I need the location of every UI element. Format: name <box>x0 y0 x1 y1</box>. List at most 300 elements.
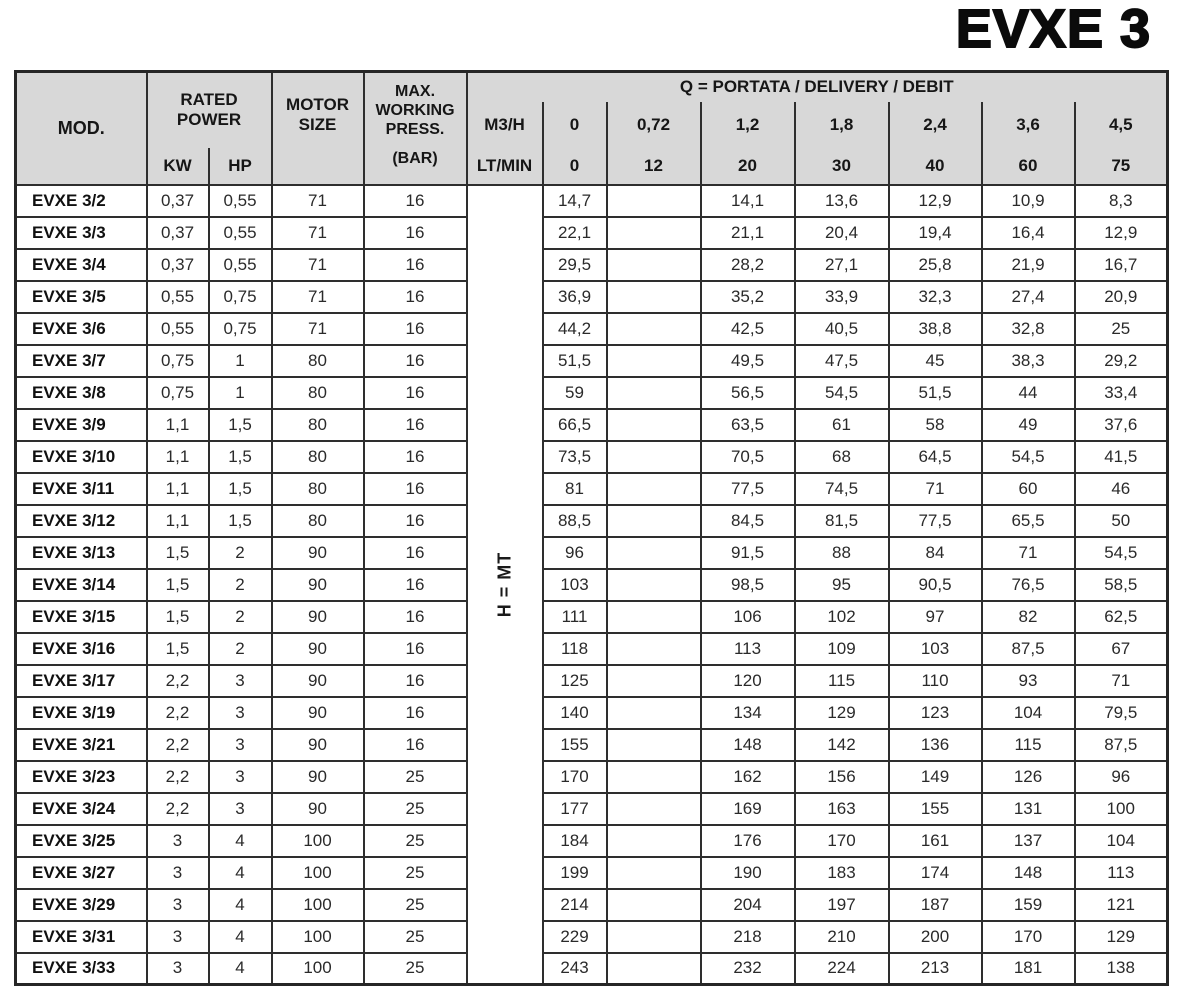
motor-size-cell: 90 <box>272 633 364 665</box>
head-value-cell: 170 <box>543 761 607 793</box>
kw-cell: 0,55 <box>147 281 209 313</box>
head-value-cell: 32,8 <box>982 313 1075 345</box>
head-value-cell: 161 <box>889 825 982 857</box>
motor-size-line2: SIZE <box>298 115 337 134</box>
max-press-cell: 25 <box>364 761 467 793</box>
head-value-cell: 214 <box>543 889 607 921</box>
head-value-cell: 155 <box>543 729 607 761</box>
head-value-cell: 41,5 <box>1075 441 1168 473</box>
head-value-cell: 20,9 <box>1075 281 1168 313</box>
kw-cell: 0,55 <box>147 313 209 345</box>
head-value-cell: 138 <box>1075 953 1168 985</box>
head-value-cell: 200 <box>889 921 982 953</box>
ltmin-label: LT/MIN <box>467 148 543 185</box>
head-value-cell: 169 <box>701 793 795 825</box>
col-header-mod: MOD. <box>16 72 147 185</box>
head-value-cell: 81 <box>543 473 607 505</box>
head-value-cell: 13,6 <box>795 185 889 217</box>
model-cell: EVXE 3/13 <box>16 537 147 569</box>
head-value-cell: 140 <box>543 697 607 729</box>
kw-cell: 1,5 <box>147 537 209 569</box>
head-value-cell: 155 <box>889 793 982 825</box>
head-value-cell: 176 <box>701 825 795 857</box>
head-value-cell: 37,6 <box>1075 409 1168 441</box>
motor-size-cell: 80 <box>272 505 364 537</box>
table-row <box>16 857 1168 889</box>
max-press-line1: MAX. <box>395 83 436 100</box>
head-value-cell: 49 <box>982 409 1075 441</box>
head-value-cell: 183 <box>795 857 889 889</box>
head-value-cell: 71 <box>982 537 1075 569</box>
head-value-cell <box>607 729 701 761</box>
head-value-cell: 71 <box>1075 665 1168 697</box>
max-press-cell: 16 <box>364 377 467 409</box>
hp-cell: 1,5 <box>209 409 272 441</box>
head-value-cell <box>607 697 701 729</box>
table-row <box>16 377 1168 409</box>
col-header-rated-power <box>147 72 272 148</box>
kw-cell: 1,5 <box>147 601 209 633</box>
head-value-cell: 67 <box>1075 633 1168 665</box>
table-row <box>16 665 1168 697</box>
motor-size-cell: 80 <box>272 345 364 377</box>
head-value-cell: 197 <box>795 889 889 921</box>
head-value-cell: 54,5 <box>1075 537 1168 569</box>
max-press-cell: 16 <box>364 185 467 217</box>
m3h-value-2: 1,2 <box>701 102 795 148</box>
head-value-cell: 40,5 <box>795 313 889 345</box>
ltmin-value-3: 30 <box>795 148 889 185</box>
kw-cell: 0,75 <box>147 377 209 409</box>
head-value-cell: 131 <box>982 793 1075 825</box>
head-value-cell: 190 <box>701 857 795 889</box>
table-row <box>16 825 1168 857</box>
head-value-cell: 21,1 <box>701 217 795 249</box>
head-value-cell: 16,7 <box>1075 249 1168 281</box>
head-value-cell: 121 <box>1075 889 1168 921</box>
head-value-cell: 76,5 <box>982 569 1075 601</box>
model-cell: EVXE 3/27 <box>16 857 147 889</box>
motor-size-cell: 71 <box>272 217 364 249</box>
model-cell: EVXE 3/24 <box>16 793 147 825</box>
hp-cell: 2 <box>209 633 272 665</box>
head-value-cell: 120 <box>701 665 795 697</box>
model-cell: EVXE 3/14 <box>16 569 147 601</box>
table-header <box>16 72 1168 185</box>
head-value-cell <box>607 857 701 889</box>
model-cell: EVXE 3/19 <box>16 697 147 729</box>
model-cell: EVXE 3/10 <box>16 441 147 473</box>
motor-size-cell: 71 <box>272 249 364 281</box>
m3h-label: M3/H <box>467 102 543 148</box>
head-value-cell <box>607 665 701 697</box>
head-value-cell: 8,3 <box>1075 185 1168 217</box>
hp-cell: 1,5 <box>209 473 272 505</box>
model-cell: EVXE 3/8 <box>16 377 147 409</box>
head-value-cell: 187 <box>889 889 982 921</box>
head-value-cell: 25 <box>1075 313 1168 345</box>
motor-size-cell: 90 <box>272 793 364 825</box>
head-value-cell: 63,5 <box>701 409 795 441</box>
head-value-cell: 115 <box>795 665 889 697</box>
table-row <box>16 537 1168 569</box>
head-value-cell: 213 <box>889 953 982 985</box>
h-mt-cell <box>467 185 543 985</box>
motor-size-line1: MOTOR <box>286 95 349 114</box>
max-press-cell: 25 <box>364 889 467 921</box>
max-press-cell: 16 <box>364 729 467 761</box>
table-row <box>16 217 1168 249</box>
table-row <box>16 249 1168 281</box>
head-value-cell: 21,9 <box>982 249 1075 281</box>
hp-cell: 2 <box>209 537 272 569</box>
head-value-cell: 33,4 <box>1075 377 1168 409</box>
max-press-cell: 25 <box>364 921 467 953</box>
head-value-cell: 134 <box>701 697 795 729</box>
motor-size-cell: 90 <box>272 729 364 761</box>
table-row <box>16 697 1168 729</box>
max-press-cell: 16 <box>364 345 467 377</box>
hp-cell: 1 <box>209 377 272 409</box>
kw-cell: 2,2 <box>147 761 209 793</box>
head-value-cell: 113 <box>1075 857 1168 889</box>
head-value-cell: 104 <box>982 697 1075 729</box>
head-value-cell <box>607 889 701 921</box>
head-value-cell: 20,4 <box>795 217 889 249</box>
head-value-cell: 58 <box>889 409 982 441</box>
head-value-cell: 42,5 <box>701 313 795 345</box>
table-row <box>16 633 1168 665</box>
head-value-cell <box>607 921 701 953</box>
head-value-cell: 14,7 <box>543 185 607 217</box>
head-value-cell: 103 <box>543 569 607 601</box>
head-value-cell <box>607 953 701 985</box>
max-press-cell: 16 <box>364 441 467 473</box>
head-value-cell: 70,5 <box>701 441 795 473</box>
head-value-cell: 12,9 <box>889 185 982 217</box>
head-value-cell: 32,3 <box>889 281 982 313</box>
table-row <box>16 793 1168 825</box>
head-value-cell: 54,5 <box>982 441 1075 473</box>
motor-size-cell: 100 <box>272 953 364 985</box>
head-value-cell <box>607 793 701 825</box>
kw-cell: 1,5 <box>147 569 209 601</box>
head-value-cell: 71 <box>889 473 982 505</box>
ltmin-value-1: 12 <box>607 148 701 185</box>
head-value-cell <box>607 313 701 345</box>
head-value-cell <box>607 473 701 505</box>
head-value-cell: 137 <box>982 825 1075 857</box>
head-value-cell: 47,5 <box>795 345 889 377</box>
model-cell: EVXE 3/12 <box>16 505 147 537</box>
head-value-cell: 184 <box>543 825 607 857</box>
head-value-cell: 88,5 <box>543 505 607 537</box>
head-value-cell: 229 <box>543 921 607 953</box>
head-value-cell: 60 <box>982 473 1075 505</box>
head-value-cell: 118 <box>543 633 607 665</box>
table-row <box>16 505 1168 537</box>
head-value-cell: 100 <box>1075 793 1168 825</box>
table-row <box>16 953 1168 985</box>
head-value-cell: 102 <box>795 601 889 633</box>
max-press-cell: 16 <box>364 505 467 537</box>
head-value-cell: 159 <box>982 889 1075 921</box>
head-value-cell: 51,5 <box>889 377 982 409</box>
head-value-cell <box>607 409 701 441</box>
head-value-cell: 170 <box>795 825 889 857</box>
head-value-cell: 95 <box>795 569 889 601</box>
head-value-cell <box>607 569 701 601</box>
kw-cell: 0,37 <box>147 185 209 217</box>
head-value-cell: 87,5 <box>1075 729 1168 761</box>
ltmin-value-2: 20 <box>701 148 795 185</box>
max-press-cell: 16 <box>364 601 467 633</box>
max-press-cell: 16 <box>364 409 467 441</box>
max-press-cell: 25 <box>364 953 467 985</box>
ltmin-value-6: 75 <box>1075 148 1168 185</box>
head-value-cell: 163 <box>795 793 889 825</box>
head-value-cell: 12,9 <box>1075 217 1168 249</box>
max-press-cell: 25 <box>364 793 467 825</box>
table-row <box>16 185 1168 217</box>
hp-cell: 4 <box>209 889 272 921</box>
head-value-cell: 204 <box>701 889 795 921</box>
hp-cell: 0,75 <box>209 281 272 313</box>
head-value-cell: 27,1 <box>795 249 889 281</box>
kw-cell: 1,1 <box>147 409 209 441</box>
kw-cell: 3 <box>147 825 209 857</box>
model-cell: EVXE 3/16 <box>16 633 147 665</box>
m3h-value-3: 1,8 <box>795 102 889 148</box>
max-press-cell: 16 <box>364 217 467 249</box>
head-value-cell: 77,5 <box>889 505 982 537</box>
head-value-cell: 210 <box>795 921 889 953</box>
head-value-cell: 199 <box>543 857 607 889</box>
hp-cell: 4 <box>209 825 272 857</box>
head-value-cell <box>607 825 701 857</box>
max-press-unit: (BAR) <box>392 150 438 167</box>
head-value-cell: 64,5 <box>889 441 982 473</box>
head-value-cell: 84,5 <box>701 505 795 537</box>
head-value-cell: 232 <box>701 953 795 985</box>
head-value-cell <box>607 761 701 793</box>
kw-cell: 0,37 <box>147 249 209 281</box>
hp-cell: 0,55 <box>209 249 272 281</box>
table-body <box>16 185 1168 985</box>
head-value-cell: 49,5 <box>701 345 795 377</box>
head-value-cell <box>607 281 701 313</box>
head-value-cell: 51,5 <box>543 345 607 377</box>
max-press-cell: 25 <box>364 857 467 889</box>
head-value-cell: 61 <box>795 409 889 441</box>
head-value-cell: 45 <box>889 345 982 377</box>
max-press-line3: PRESS. <box>385 121 445 138</box>
model-cell: EVXE 3/15 <box>16 601 147 633</box>
model-cell: EVXE 3/7 <box>16 345 147 377</box>
pump-spec-table <box>14 70 1169 986</box>
model-cell: EVXE 3/4 <box>16 249 147 281</box>
hp-cell: 2 <box>209 569 272 601</box>
head-value-cell: 28,2 <box>701 249 795 281</box>
head-value-cell: 16,4 <box>982 217 1075 249</box>
col-header-motor-size <box>272 72 364 185</box>
head-value-cell: 123 <box>889 697 982 729</box>
head-value-cell: 110 <box>889 665 982 697</box>
head-value-cell <box>607 537 701 569</box>
head-value-cell: 93 <box>982 665 1075 697</box>
m3h-value-1: 0,72 <box>607 102 701 148</box>
head-value-cell: 50 <box>1075 505 1168 537</box>
head-value-cell: 29,2 <box>1075 345 1168 377</box>
head-value-cell: 177 <box>543 793 607 825</box>
kw-cell: 2,2 <box>147 729 209 761</box>
head-value-cell: 170 <box>982 921 1075 953</box>
kw-cell: 2,2 <box>147 793 209 825</box>
m3h-value-5: 3,6 <box>982 102 1075 148</box>
head-value-cell: 136 <box>889 729 982 761</box>
col-header-max-working-press <box>364 72 467 185</box>
head-value-cell: 14,1 <box>701 185 795 217</box>
head-value-cell: 174 <box>889 857 982 889</box>
rated-power-line2: POWER <box>176 110 242 130</box>
kw-cell: 1,1 <box>147 505 209 537</box>
motor-size-cell: 90 <box>272 665 364 697</box>
ltmin-value-4: 40 <box>889 148 982 185</box>
max-press-cell: 16 <box>364 633 467 665</box>
model-cell: EVXE 3/17 <box>16 665 147 697</box>
model-cell: EVXE 3/31 <box>16 921 147 953</box>
head-value-cell: 74,5 <box>795 473 889 505</box>
head-value-cell <box>607 377 701 409</box>
head-value-cell: 103 <box>889 633 982 665</box>
model-cell: EVXE 3/2 <box>16 185 147 217</box>
ltmin-value-0: 0 <box>543 148 607 185</box>
head-value-cell: 129 <box>1075 921 1168 953</box>
head-value-cell: 148 <box>701 729 795 761</box>
kw-cell: 3 <box>147 921 209 953</box>
head-value-cell: 56,5 <box>701 377 795 409</box>
hp-cell: 1,5 <box>209 441 272 473</box>
head-value-cell: 97 <box>889 601 982 633</box>
head-value-cell: 181 <box>982 953 1075 985</box>
model-cell: EVXE 3/5 <box>16 281 147 313</box>
table-row <box>16 345 1168 377</box>
head-value-cell <box>607 217 701 249</box>
head-value-cell <box>607 441 701 473</box>
head-value-cell: 59 <box>543 377 607 409</box>
hp-cell: 3 <box>209 665 272 697</box>
max-press-cell: 16 <box>364 697 467 729</box>
motor-size-cell: 80 <box>272 441 364 473</box>
motor-size-cell: 90 <box>272 537 364 569</box>
model-cell: EVXE 3/23 <box>16 761 147 793</box>
table-row <box>16 601 1168 633</box>
kw-cell: 0,75 <box>147 345 209 377</box>
hp-cell: 3 <box>209 697 272 729</box>
head-value-cell: 84 <box>889 537 982 569</box>
h-mt-label: H = MT <box>494 551 515 618</box>
head-value-cell: 38,3 <box>982 345 1075 377</box>
head-value-cell: 81,5 <box>795 505 889 537</box>
motor-size-cell: 80 <box>272 473 364 505</box>
head-value-cell <box>607 249 701 281</box>
head-value-cell: 36,9 <box>543 281 607 313</box>
head-value-cell: 90,5 <box>889 569 982 601</box>
head-value-cell: 88 <box>795 537 889 569</box>
table-row <box>16 441 1168 473</box>
max-press-cell: 16 <box>364 249 467 281</box>
head-value-cell: 33,9 <box>795 281 889 313</box>
head-value-cell: 162 <box>701 761 795 793</box>
head-value-cell: 29,5 <box>543 249 607 281</box>
table-row <box>16 761 1168 793</box>
q-portata-header: Q = PORTATA / DELIVERY / DEBIT <box>467 72 1168 102</box>
head-value-cell <box>607 633 701 665</box>
motor-size-cell: 90 <box>272 761 364 793</box>
head-value-cell: 65,5 <box>982 505 1075 537</box>
hp-cell: 4 <box>209 953 272 985</box>
max-press-cell: 25 <box>364 825 467 857</box>
table-row <box>16 313 1168 345</box>
head-value-cell: 115 <box>982 729 1075 761</box>
motor-size-cell: 100 <box>272 921 364 953</box>
kw-cell: 0,37 <box>147 217 209 249</box>
head-value-cell: 10,9 <box>982 185 1075 217</box>
table-row <box>16 473 1168 505</box>
motor-size-cell: 71 <box>272 313 364 345</box>
head-value-cell: 25,8 <box>889 249 982 281</box>
page-title: EVXE 3 <box>955 0 1151 59</box>
max-press-line2: WORKING <box>375 102 455 119</box>
motor-size-cell: 80 <box>272 377 364 409</box>
motor-size-cell: 100 <box>272 825 364 857</box>
head-value-cell: 19,4 <box>889 217 982 249</box>
head-value-cell: 77,5 <box>701 473 795 505</box>
head-value-cell: 113 <box>701 633 795 665</box>
head-value-cell: 44,2 <box>543 313 607 345</box>
head-value-cell: 156 <box>795 761 889 793</box>
head-value-cell: 38,8 <box>889 313 982 345</box>
hp-cell: 4 <box>209 921 272 953</box>
head-value-cell: 87,5 <box>982 633 1075 665</box>
head-value-cell: 35,2 <box>701 281 795 313</box>
head-value-cell: 22,1 <box>543 217 607 249</box>
motor-size-cell: 100 <box>272 889 364 921</box>
table-row <box>16 889 1168 921</box>
model-cell: EVXE 3/29 <box>16 889 147 921</box>
head-value-cell: 66,5 <box>543 409 607 441</box>
head-value-cell: 27,4 <box>982 281 1075 313</box>
model-cell: EVXE 3/9 <box>16 409 147 441</box>
kw-cell: 1,1 <box>147 441 209 473</box>
max-press-cell: 16 <box>364 473 467 505</box>
kw-cell: 1,1 <box>147 473 209 505</box>
head-value-cell: 149 <box>889 761 982 793</box>
head-value-cell: 218 <box>701 921 795 953</box>
motor-size-cell: 90 <box>272 569 364 601</box>
hp-cell: 1 <box>209 345 272 377</box>
head-value-cell <box>607 505 701 537</box>
hp-cell: 0,75 <box>209 313 272 345</box>
kw-label: KW <box>147 148 209 185</box>
table-row <box>16 729 1168 761</box>
hp-cell: 3 <box>209 729 272 761</box>
head-value-cell <box>607 345 701 377</box>
motor-size-cell: 90 <box>272 601 364 633</box>
table-row <box>16 281 1168 313</box>
kw-cell: 2,2 <box>147 665 209 697</box>
head-value-cell: 111 <box>543 601 607 633</box>
